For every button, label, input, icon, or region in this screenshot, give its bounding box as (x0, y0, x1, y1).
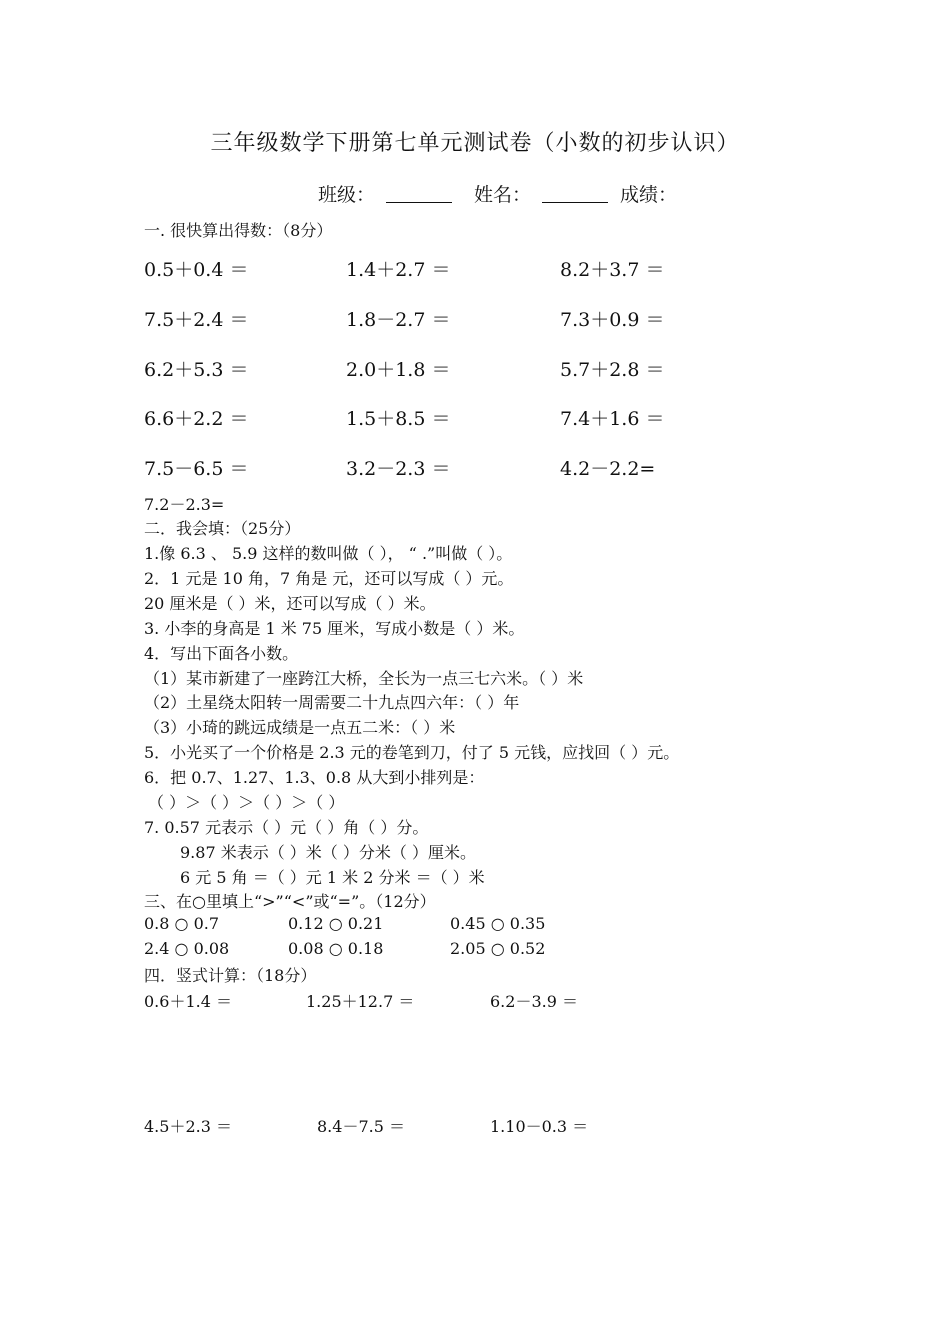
calc-item: 3.2－2.3 ＝ (346, 458, 451, 480)
page-title: 三年级数学下册第七单元测试卷（小数的初步认识） (210, 131, 740, 156)
fill-line: 6 元 5 角 ＝（ ）元 1 米 2 分米 ＝（ ）米 (180, 868, 485, 887)
compare-item: 2.4 ○ 0.08 (144, 939, 230, 958)
vertical-calc-item: 1.25＋12.7 ＝ (306, 992, 415, 1011)
section3-heading: 三、在○里填上“>”“<”或“=”。（12分） (144, 892, 436, 911)
calc-item-extra: 7.2－2.3= (144, 495, 225, 514)
compare-item: 2.05 ○ 0.52 (450, 939, 546, 958)
fill-line: （1）某市新建了一座跨江大桥，全长为一点三七六米。（ ）米 (144, 669, 584, 688)
calc-item: 6.2＋5.3 ＝ (144, 359, 249, 381)
vertical-calc-item: 8.4－7.5 ＝ (317, 1117, 405, 1136)
vertical-calc-item: 6.2－3.9 ＝ (490, 992, 578, 1011)
fill-line: 3. 小李的身高是 1 米 75 厘米，写成小数是（ ）米。 (144, 619, 525, 638)
calc-item: 0.5＋0.4 ＝ (144, 259, 249, 281)
compare-item: 0.45 ○ 0.35 (450, 914, 546, 933)
name-label: 姓名： (474, 184, 532, 206)
section1-heading: 一. 很快算出得数：（8分） (144, 221, 333, 240)
name-blank[interactable] (542, 184, 608, 207)
fill-line: 1.像 6.3 、 5.9 这样的数叫做（ ）， “ .”叫做（ ）。 (144, 544, 513, 563)
section4-heading: 四．竖式计算：（18分） (144, 966, 317, 985)
calc-item: 7.5－6.5 ＝ (144, 458, 249, 480)
fill-line: 4．写出下面各小数。 (144, 644, 299, 663)
vertical-calc-item: 4.5＋2.3 ＝ (144, 1117, 232, 1136)
fill-line: （2）土星绕太阳转一周需要二十九点四六年：（ ）年 (144, 693, 520, 712)
compare-item: 0.8 ○ 0.7 (144, 914, 220, 933)
calc-item: 7.5＋2.4 ＝ (144, 309, 249, 331)
calc-item: 5.7＋2.8 ＝ (560, 359, 665, 381)
fill-line: 20 厘米是（ ）米，还可以写成（ ）米。 (144, 594, 436, 613)
class-blank[interactable] (386, 184, 452, 207)
fill-line: 9.87 米表示（ ）米（ ）分米（ ）厘米。 (180, 843, 476, 862)
fill-line: 2．1 元是 10 角，7 角是 元，还可以写成（ ）元。 (144, 569, 514, 588)
fill-line: 7. 0.57 元表示（ ）元（ ）角（ ）分。 (144, 818, 429, 837)
compare-item: 0.08 ○ 0.18 (288, 939, 384, 958)
calc-item: 1.5＋8.5 ＝ (346, 408, 451, 430)
calc-item: 6.6＋2.2 ＝ (144, 408, 249, 430)
calc-item: 7.4＋1.6 ＝ (560, 408, 665, 430)
section2-heading: 二．我会填：（25分） (144, 519, 301, 538)
fill-line: 5．小光买了一个价格是 2.3 元的卷笔到刀，付了 5 元钱，应找回（ ）元。 (144, 743, 680, 762)
calc-item: 7.3＋0.9 ＝ (560, 309, 665, 331)
calc-item: 1.8－2.7 ＝ (346, 309, 451, 331)
calc-item: 1.4＋2.7 ＝ (346, 259, 451, 281)
vertical-calc-item: 0.6＋1.4 ＝ (144, 992, 232, 1011)
vertical-calc-item: 1.10－0.3 ＝ (490, 1117, 589, 1136)
calc-item: 8.2＋3.7 ＝ (560, 259, 665, 281)
fill-line: 6．把 0.7、1.27、1.3、0.8 从大到小排列是： (144, 768, 485, 787)
calc-item: 2.0＋1.8 ＝ (346, 359, 451, 381)
class-label: 班级： (318, 184, 376, 206)
compare-item: 0.12 ○ 0.21 (288, 914, 384, 933)
fill-line: （3）小琦的跳远成绩是一点五二米：（ ）米 (144, 718, 456, 737)
calc-item: 4.2－2.2= (560, 458, 656, 480)
fill-line: （ ）＞（ ）＞（ ）＞（ ） (148, 793, 345, 812)
score-label: 成绩： (620, 184, 678, 206)
